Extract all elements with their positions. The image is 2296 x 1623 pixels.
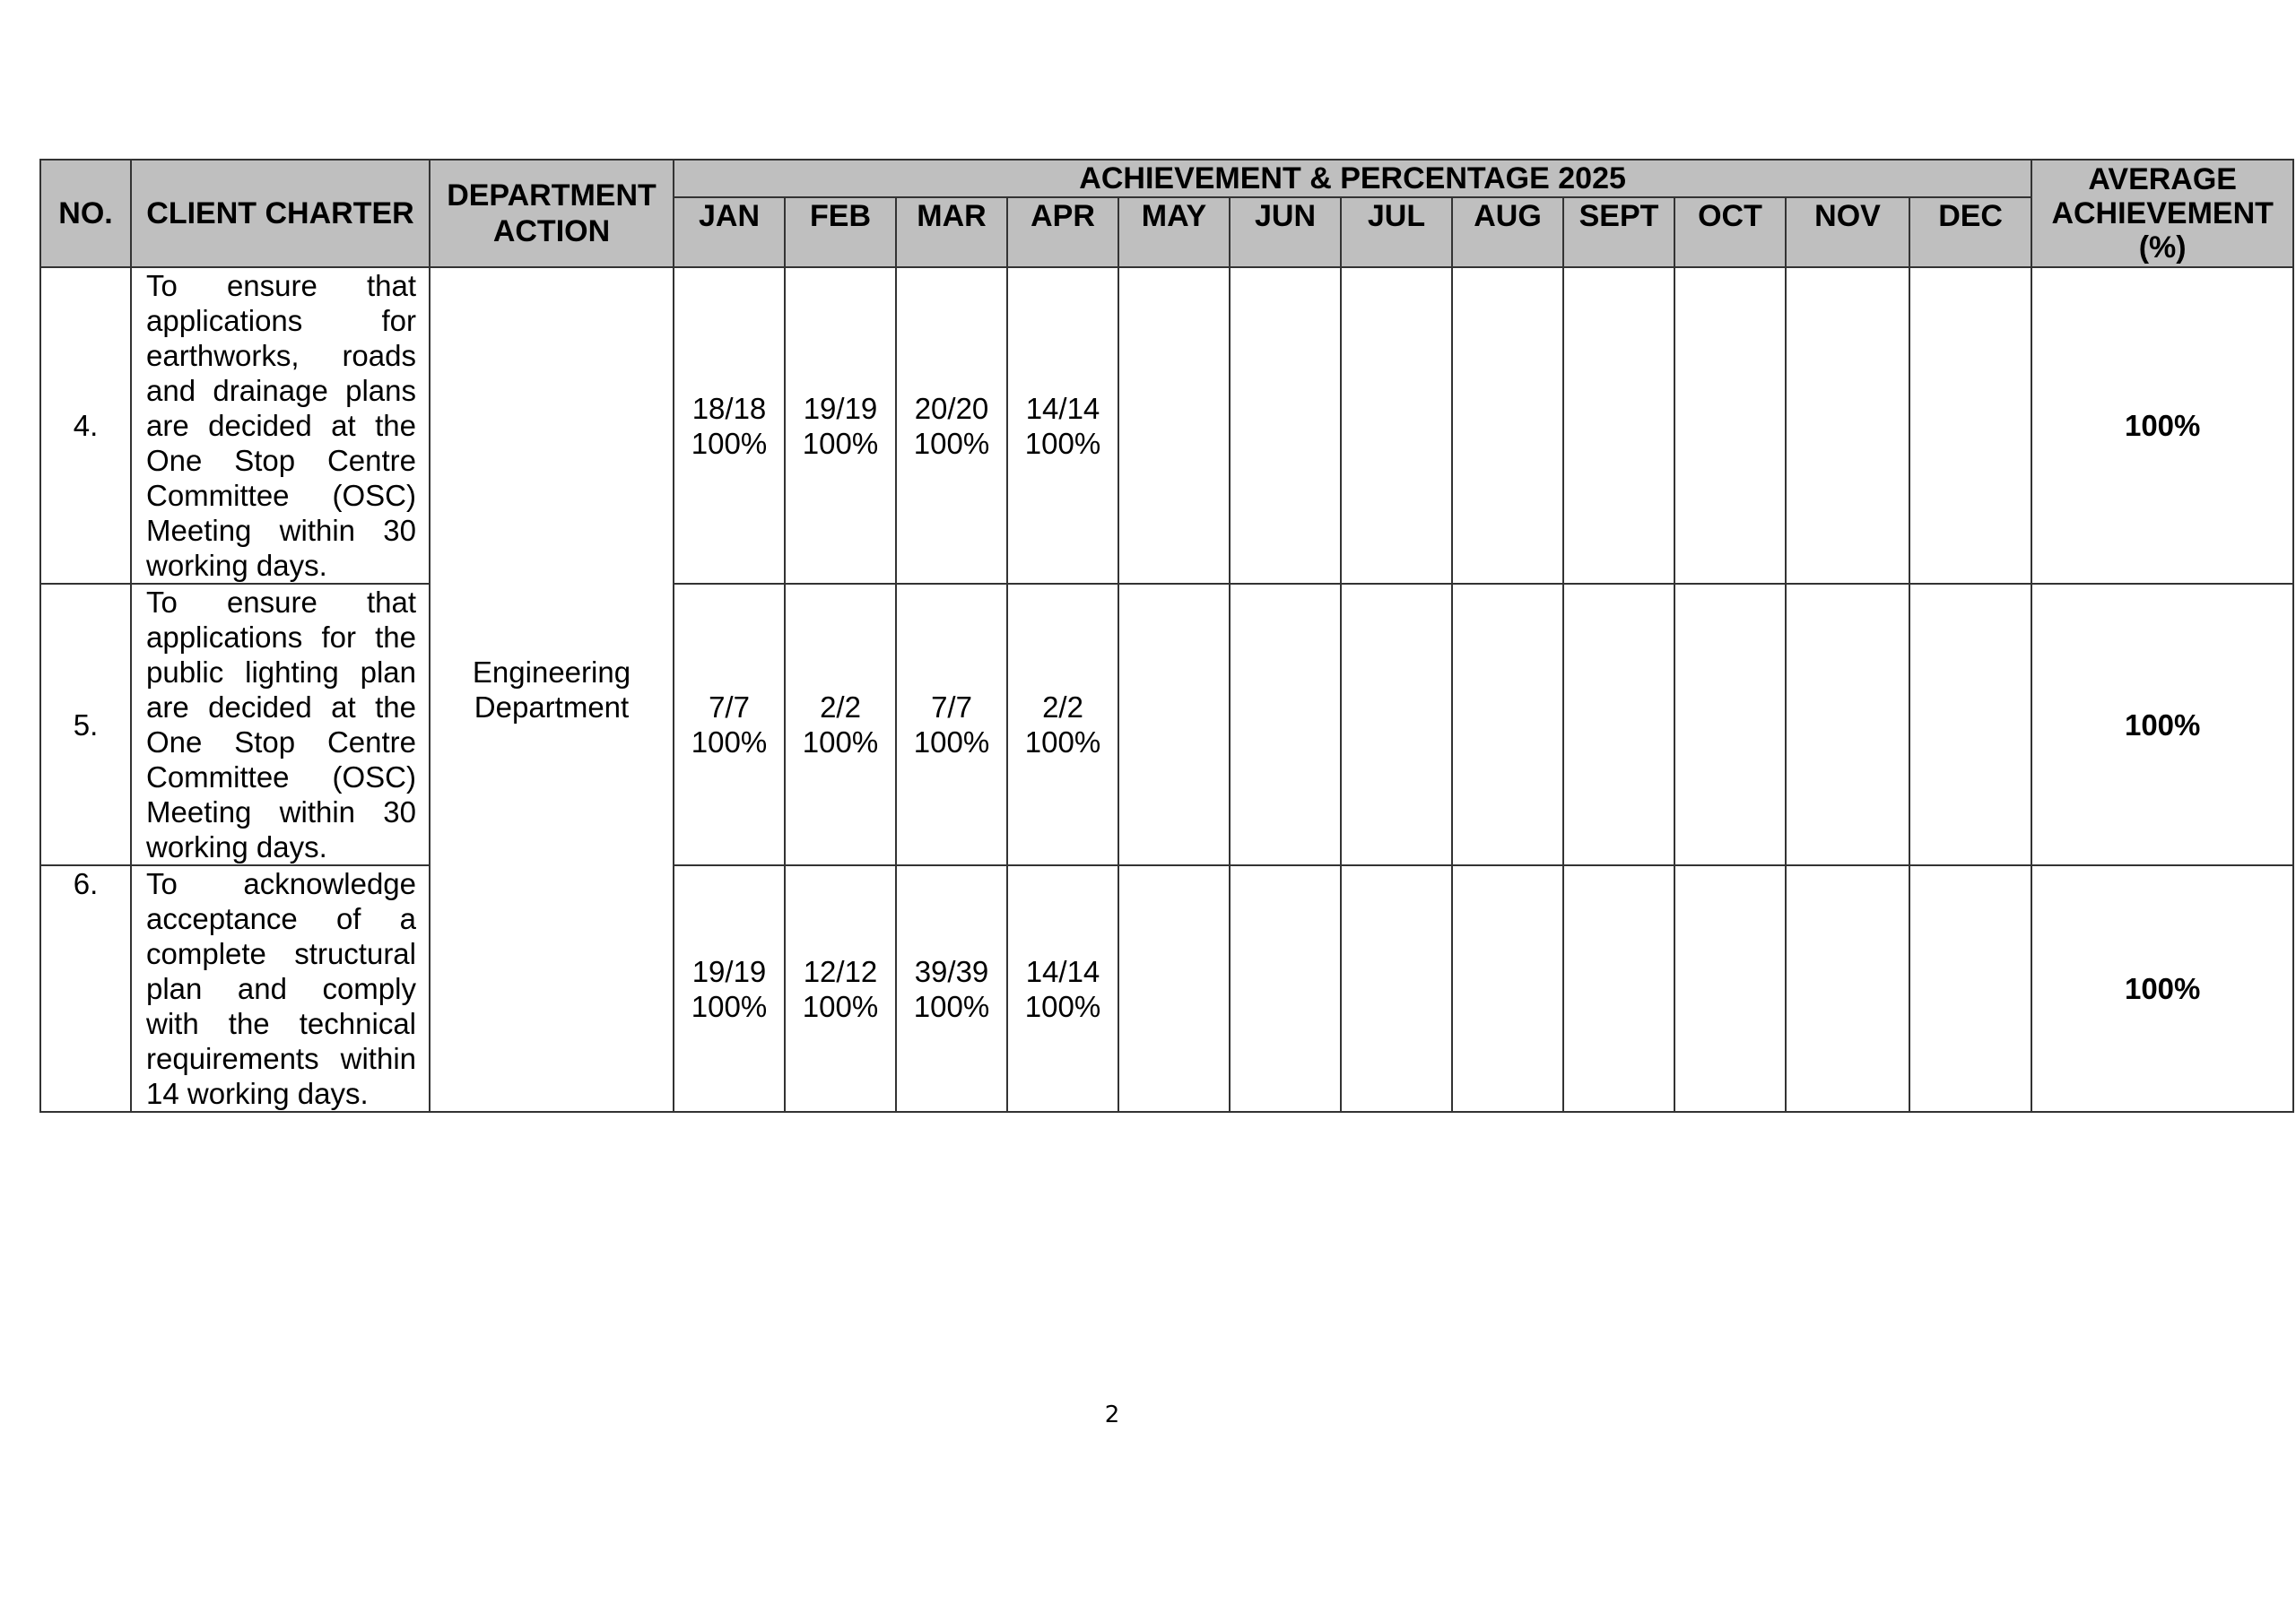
month-count: 14/14 <box>1025 954 1100 988</box>
header-month: OCT <box>1674 197 1786 267</box>
header-month: MAR <box>896 197 1007 267</box>
month-cell-empty <box>1786 865 1909 1112</box>
table-row <box>40 584 2293 865</box>
month-cell <box>1007 584 1118 865</box>
table-row <box>40 865 2293 1112</box>
month-cell-empty <box>1452 267 1563 584</box>
month-count: 7/7 <box>709 690 750 724</box>
month-cell <box>785 584 896 865</box>
month-percentage: 100% <box>802 725 879 759</box>
header-month: DEC <box>1909 197 2031 267</box>
month-cell <box>785 865 896 1112</box>
month-percentage: 100% <box>802 989 879 1023</box>
month-cell-empty <box>1563 865 1674 1112</box>
month-percentage: 100% <box>802 426 879 460</box>
month-cell-empty <box>1230 267 1341 584</box>
header-department-action <box>430 160 674 267</box>
department-line2: Department <box>474 690 630 724</box>
month-count: 19/19 <box>803 391 878 425</box>
month-cell-empty <box>1341 267 1452 584</box>
header-department-line2: ACTION <box>492 214 611 248</box>
row-number: 4. <box>40 267 131 584</box>
month-percentage: 100% <box>1024 725 1101 759</box>
client-charter-text: To acknowledge acceptance of a complete structural plan and comply with the technical requirements within 14 working days. <box>131 865 430 1112</box>
header-month: JAN <box>674 197 785 267</box>
page-number: 2 <box>1104 1402 1120 1428</box>
row-number: 5. <box>40 584 131 865</box>
header-month: MAY <box>1118 197 1230 267</box>
average-achievement: 100% <box>2031 865 2293 1112</box>
month-count: 2/2 <box>820 690 861 724</box>
month-count: 14/14 <box>1025 391 1100 425</box>
month-cell-empty <box>1674 584 1786 865</box>
client-charter-text: To ensure that applications for the public lighting plan are decided at the One Stop Centre Committee (OSC) Meeting within 30 working days. <box>131 584 430 865</box>
month-count: 7/7 <box>931 690 972 724</box>
month-cell-empty <box>1452 584 1563 865</box>
header-month: JUN <box>1230 197 1341 267</box>
month-percentage: 100% <box>913 426 990 460</box>
month-cell <box>896 267 1007 584</box>
month-cell-empty <box>1563 267 1674 584</box>
month-cell-empty <box>1118 865 1230 1112</box>
month-percentage: 100% <box>691 725 768 759</box>
month-cell-empty <box>1786 267 1909 584</box>
month-count: 12/12 <box>803 954 878 988</box>
header-client-charter: CLIENT CHARTER <box>131 160 430 267</box>
month-cell-empty <box>1230 865 1341 1112</box>
month-percentage: 100% <box>913 989 990 1023</box>
table-row <box>40 267 2293 584</box>
month-cell <box>785 267 896 584</box>
month-cell-empty <box>1118 267 1230 584</box>
average-achievement: 100% <box>2031 267 2293 584</box>
header-month: APR <box>1007 197 1118 267</box>
header-month: JUL <box>1341 197 1452 267</box>
month-cell-empty <box>1230 584 1341 865</box>
month-cell-empty <box>1786 584 1909 865</box>
month-cell <box>674 584 785 865</box>
month-cell-empty <box>1674 865 1786 1112</box>
month-count: 19/19 <box>691 954 767 988</box>
month-count: 20/20 <box>914 391 989 425</box>
month-count: 39/39 <box>914 954 989 988</box>
row-number: 6. <box>40 865 131 1112</box>
month-percentage: 100% <box>1024 426 1101 460</box>
average-achievement: 100% <box>2031 584 2293 865</box>
month-percentage: 100% <box>691 989 768 1023</box>
month-cell-empty <box>1452 865 1563 1112</box>
document-page <box>39 159 2289 1113</box>
month-count: 2/2 <box>1042 690 1083 724</box>
header-average-line1: AVERAGE <box>2088 162 2237 196</box>
department-cell <box>430 267 674 1112</box>
month-count: 18/18 <box>691 391 767 425</box>
month-cell-empty <box>1341 584 1452 865</box>
header-average-line2: ACHIEVEMENT <box>2051 196 2274 230</box>
month-cell-empty <box>1909 584 2031 865</box>
header-month: FEB <box>785 197 896 267</box>
header-department-line1: DEPARTMENT <box>447 178 657 213</box>
header-month: SEPT <box>1563 197 1674 267</box>
month-cell-empty <box>1341 865 1452 1112</box>
header-average-line3: (%) <box>2138 230 2187 265</box>
month-percentage: 100% <box>1024 989 1101 1023</box>
achievement-table <box>39 159 2294 1113</box>
department-line1: Engineering <box>472 655 631 689</box>
header-achievement: ACHIEVEMENT & PERCENTAGE 2025 <box>674 160 2031 197</box>
month-cell-empty <box>1909 267 2031 584</box>
month-cell <box>1007 267 1118 584</box>
month-cell-empty <box>1674 267 1786 584</box>
month-percentage: 100% <box>913 725 990 759</box>
month-percentage: 100% <box>691 426 768 460</box>
month-cell-empty <box>1563 584 1674 865</box>
month-cell <box>1007 865 1118 1112</box>
month-cell <box>896 865 1007 1112</box>
month-cell-empty <box>1118 584 1230 865</box>
header-no: NO. <box>40 160 131 267</box>
month-cell <box>674 267 785 584</box>
month-cell <box>674 865 785 1112</box>
month-cell <box>896 584 1007 865</box>
month-cell-empty <box>1909 865 2031 1112</box>
header-month: NOV <box>1786 197 1909 267</box>
header-average-achievement <box>2031 160 2293 267</box>
client-charter-text: To ensure that applications for earthworks, roads and drainage plans are decided at the One Stop Centre Committee (OSC) Meeting within 30 working days. <box>131 267 430 584</box>
header-month: AUG <box>1452 197 1563 267</box>
